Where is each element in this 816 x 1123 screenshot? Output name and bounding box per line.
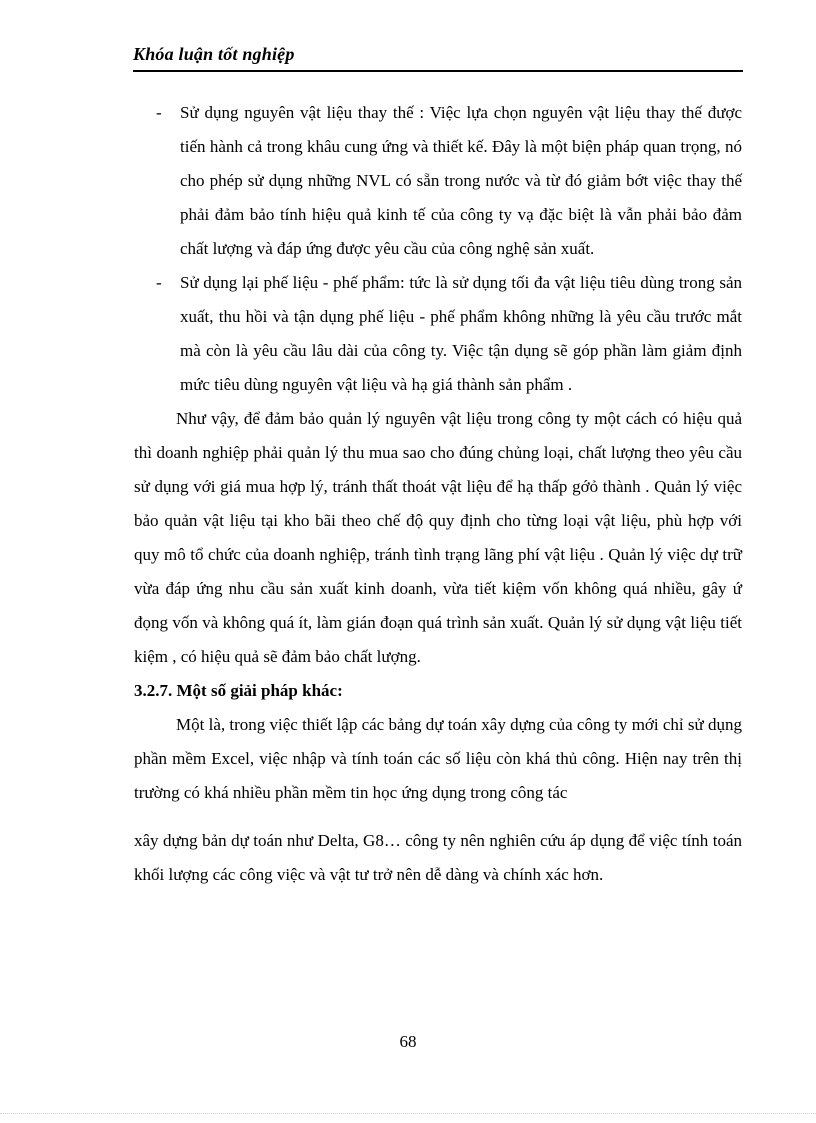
bullet-item-substitute-materials [134,96,742,266]
bullet-text: Sử dụng nguyên vật liệu thay thế : Việc lựa chọn nguyên vật liệu thay thế được tiến hành cả trong khâu cung ứng và thiết kế. Đây là một biện pháp quan trọng, nó cho phép sử dụng những NVL có sẵn trong nước và từ đó giảm bớt việc thay thế phải đảm bảo tính hiệu quả kinh tế của công ty vạ đặc biệt là vẫn phải bảo đảm chất lượng và đáp ứng được yêu cầu của công nghệ sản xuất. [180,103,742,258]
summary-paragraph: Như vậy, để đảm bảo quản lý nguyên vật liệu trong công ty một cách có hiệu quả thì doanh nghiệp phải quản lý thu mua sao cho đúng chủng loại, chất lượng theo yêu cầu sử dụng với giá mua hợp lý, tránh thất thoát vật liệu để hạ thấp gớỏ thành . Quản lý việc bảo quản vật liệu tại kho bãi theo chế độ quy định cho từng loại vật liệu, phù hợp với quy mô tổ chức của doanh nghiệp, tránh tình trạng lãng phí vật liệu . Quản lý việc dự trữ vừa đáp ứng nhu cầu sản xuất kinh doanh, vừa tiết kiệm vốn không quá nhiều, gây ứ đọng vốn và không quá ít, làm gián đoạn quá trình sản xuất. Quản lý sử dụng vật liệu tiết kiệm , có hiệu quả sẽ đảm bảo chất lượng. [134,409,742,666]
section-paragraph-2: xây dựng bản dự toán như Delta, G8… công ty nên nghiên cứu áp dụng để việc tính toán khối lượng các công việc và vật tư trở nên dễ dàng và chính xác hơn. [134,831,742,884]
bullet-text: Sử dụng lại phế liệu - phế phẩm: tức là sử dụng tối đa vật liệu tiêu dùng trong sản xuất, thu hồi và tận dụng phế liệu - phế phẩm không những là yêu cầu trước mắt mà còn là yêu cầu lâu dài của công ty. Việc tận dụng sẽ góp phần làm giảm định mức tiêu dùng nguyên vật liệu và hạ giá thành sản phẩm . [180,273,742,394]
paragraph-gap [134,810,742,824]
section-paragraph-1: Một là, trong việc thiết lập các bảng dự toán xây dựng của công ty mới chỉ sử dụng phần mềm Excel, việc nhập và tính toán các số liệu còn khá thủ công. Hiện nay trên thị trường có khá nhiều phần mềm tin học ứng dụng trong công tác [134,715,742,802]
footer-divider [0,1113,816,1114]
bullet-marker: - [156,273,162,292]
bullet-marker: - [156,103,162,122]
section-heading: 3.2.7. Một số giải pháp khác: [134,681,343,700]
header-title: Khóa luận tốt nghiệp [133,44,295,64]
bullet-item-reuse-scrap [134,266,742,402]
page-header [133,42,743,72]
page-number: 68 [399,1032,417,1051]
page-body [134,96,742,892]
